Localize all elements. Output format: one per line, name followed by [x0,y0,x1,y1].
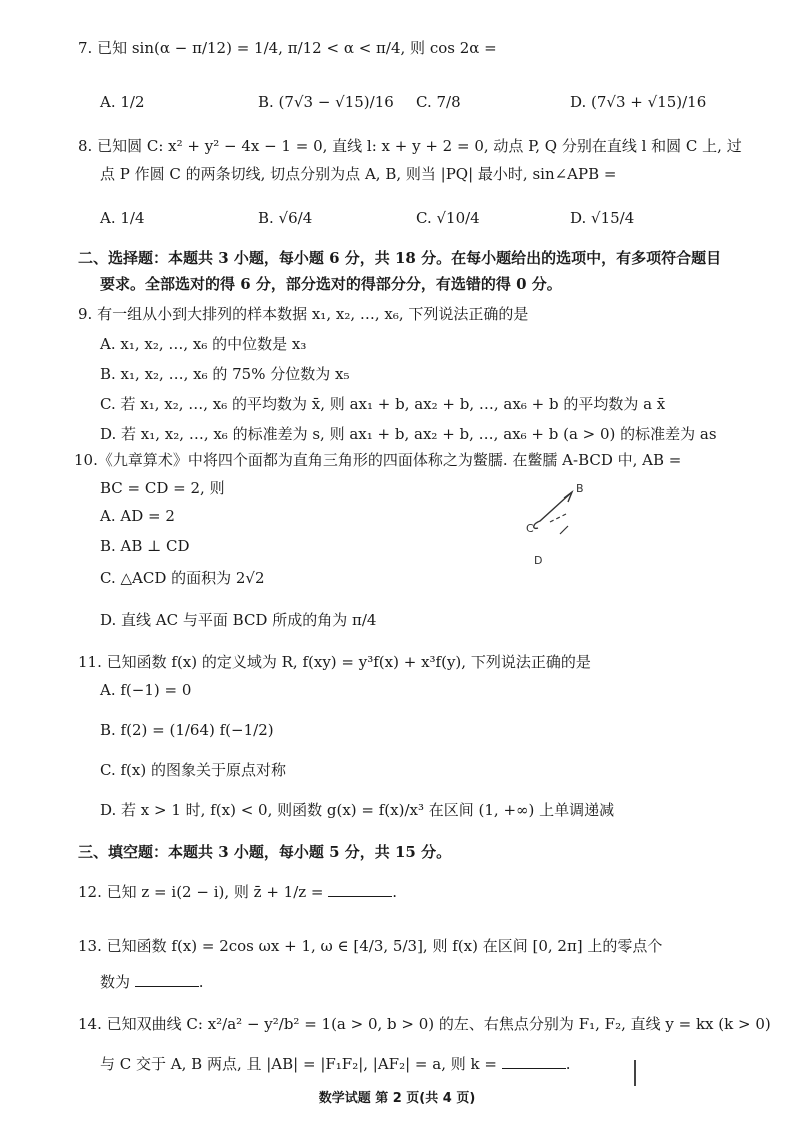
page-footer: 数学试题 第 2 页(共 4 页) [318,1091,476,1106]
q9-option-b: B. x₁, x₂, …, x₆ 的 75% 分位数为 x₅ [100,365,350,383]
tetrahedron-sketch [520,478,600,568]
sketch-stroke-1 [534,492,572,528]
q11-option-d: D. 若 x > 1 时, f(x) < 0, 则函数 g(x) = f(x)/x³ 在区间 (1, +∞) 上单调递减 [100,801,615,819]
q9-option-d: D. 若 x₁, x₂, …, x₆ 的标准差为 s, 则 ax₁ + b, ax₂ + b, …, ax₆ + b (a > 0) 的标准差为 as [100,425,717,443]
q13-text: 数为 [100,973,131,991]
section2-instructions: 要求。全部选对的得 6 分，部分选对的得部分分，有选错的得 0 分。 [100,275,562,293]
q9-option-a: A. x₁, x₂, …, x₆ 的中位数是 x₃ [100,335,307,353]
q7-option-d: D. (7√3 + √15)/16 [570,93,707,111]
sketch-label-c: C [526,522,534,535]
sketch-stroke-2 [560,526,568,534]
q10-option-a: A. AD = 2 [100,507,175,525]
q7-option-a: A. 1/2 [100,93,145,111]
q11-stem: 11. 已知函数 f(x) 的定义域为 R, f(xy) = y³f(x) + x³f(y), 下列说法正确的是 [78,653,591,671]
q10-stem-line1: 10.《九章算术》中将四个面都为直角三角形的四面体称之为鳖臑. 在鳖臑 A-BCD 中, AB = [74,451,682,469]
q8-option-c: C. √10/4 [416,209,480,227]
q7-option-b: B. (7√3 − √15)/16 [258,93,394,111]
q10-option-d: D. 直线 AC 与平面 BCD 所成的角为 π/4 [100,611,377,629]
margin-mark [634,1060,636,1086]
q10-option-c: C. △ACD 的面积为 2√2 [100,569,265,587]
q11-option-c: C. f(x) 的图象关于原点对称 [100,761,286,779]
q14-stem-line2: 与 C 交于 A, B 两点, 且 |AB| = |F₁F₂|, |AF₂| = a, 则 k = . [100,1055,571,1073]
sketch-arrowhead [564,492,572,502]
section2-heading: 二、选择题：本题共 3 小题，每小题 6 分，共 18 分。在每小题给出的选项中，有多项符合题目 [78,249,722,267]
q12-text: 12. 已知 z = i(2 − i), 则 z̄ + 1/z = [78,883,324,901]
q10-stem-line2: BC = CD = 2, 则 [100,479,225,497]
q13-stem-line1: 13. 已知函数 f(x) = 2cos ωx + 1, ω ∈ [4/3, 5/3], 则 f(x) 在区间 [0, 2π] 上的零点个 [78,937,663,955]
q8-option-b: B. √6/4 [258,209,313,227]
q12-stem: 12. 已知 z = i(2 − i), 则 z̄ + 1/z = . [78,883,398,901]
section3-heading: 三、填空题：本题共 3 小题，每小题 5 分，共 15 分。 [78,843,452,861]
q7-option-c: C. 7/8 [416,93,461,111]
q8-option-a: A. 1/4 [100,209,145,227]
sketch-label-d: D [534,554,543,567]
q14-stem-line1: 14. 已知双曲线 C: x²/a² − y²/b² = 1(a > 0, b > 0) 的左、右焦点分别为 F₁, F₂, 直线 y = kx (k > 0) [78,1015,771,1033]
q7-stem: 7. 已知 sin(α − π/12) = 1/4, π/12 < α < π/4, 则 cos 2α = [78,39,497,57]
sketch-label-b: B [576,482,584,495]
q11-option-b: B. f(2) = (1/64) f(−1/2) [100,721,274,739]
q11-option-a: A. f(−1) = 0 [100,681,192,699]
q8-option-d: D. √15/4 [570,209,635,227]
sketch-dashed-line [550,514,566,522]
q14-answer-blank[interactable] [502,1054,566,1069]
q8-stem-line2: 点 P 作圆 C 的两条切线, 切点分别为点 A, B, 则当 |PQ| 最小时, sin∠APB = [100,165,617,183]
q13-answer-blank[interactable] [135,972,199,987]
q9-option-c: C. 若 x₁, x₂, …, x₆ 的平均数为 x̄, 则 ax₁ + b, ax₂ + b, …, ax₆ + b 的平均数为 a x̄ [100,395,666,413]
q9-stem: 9. 有一组从小到大排列的样本数据 x₁, x₂, …, x₆, 下列说法正确的是 [78,305,529,323]
q8-stem-line1: 8. 已知圆 C: x² + y² − 4x − 1 = 0, 直线 l: x + y + 2 = 0, 动点 P, Q 分别在直线 l 和圆 C 上, 过 [78,137,742,155]
q10-option-b: B. AB ⊥ CD [100,537,190,555]
q14-text: 与 C 交于 A, B 两点, 且 |AB| = |F₁F₂|, |AF₂| = a, 则 k = [100,1055,497,1073]
q12-answer-blank[interactable] [328,882,392,897]
q13-stem-line2: 数为 . [100,973,204,991]
